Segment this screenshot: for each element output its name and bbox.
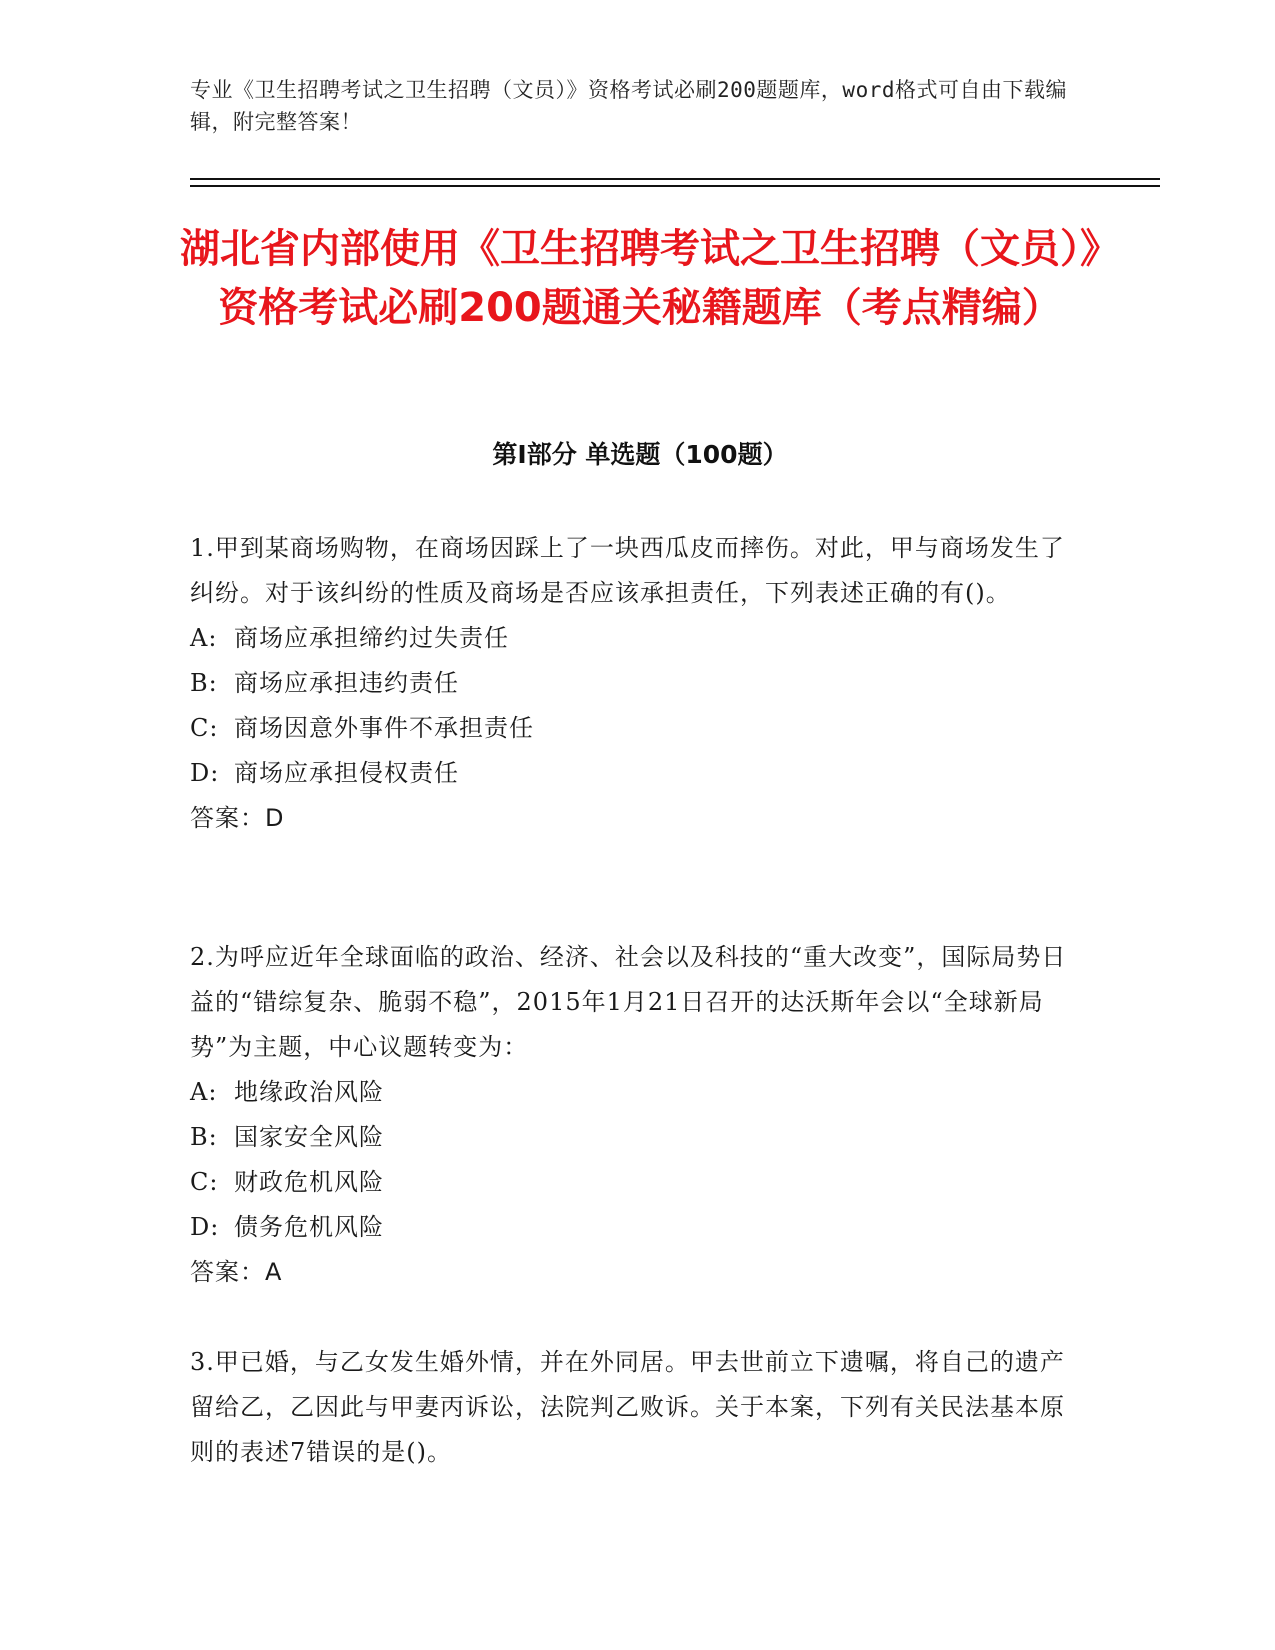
option-text: 商场应承担缔约过失责任 [234,624,509,652]
header-divider-bottom [190,185,1160,187]
option-letter: D: [190,759,220,787]
option-b [190,1115,1070,1160]
document-title: 湖北省内部使用《卫生招聘考试之卫生招聘（文员）》资格考试必刷200题通关秘籍题库（考点精编） [180,226,1100,331]
option-letter: C: [190,714,219,742]
question-stem: 3.甲已婚，与乙女发生婚外情，并在外同居。甲去世前立下遗嘱，将自己的遗产留给乙，乙因此与甲妻丙诉讼，法院判乙败诉。关于本案，下列有关民法基本原则的表述7错误的是()。 [190,1348,1065,1466]
option-text: 债务危机风险 [234,1213,384,1241]
option-a [190,616,1070,661]
answer-line: 答案：A [190,1258,283,1286]
question-1 [190,526,1070,841]
header-note: 专业《卫生招聘考试之卫生招聘（文员）》资格考试必刷200题题库，word格式可自由下载编辑，附完整答案！ [190,78,1067,134]
question-stem: 1.甲到某商场购物，在商场因踩上了一块西瓜皮而摔伤。对此，甲与商场发生了纠纷。对于该纠纷的性质及商场是否应该承担责任，下列表述正确的有()。 [190,534,1065,607]
option-text: 财政危机风险 [234,1168,384,1196]
option-c [190,1160,1070,1205]
option-d [190,751,1070,796]
option-text: 商场应承担违约责任 [234,669,459,697]
option-letter: C: [190,1168,219,1196]
option-text: 商场应承担侵权责任 [234,759,459,787]
header-divider-top [190,178,1160,180]
question-3 [190,1340,1070,1475]
option-letter: B: [190,669,218,697]
option-text: 地缘政治风险 [234,1078,384,1106]
option-a [190,1070,1070,1115]
option-c [190,706,1070,751]
option-d [190,1205,1070,1250]
section-title: 第I部分 单选题（100题） [492,440,788,469]
option-letter: A: [190,1078,218,1106]
option-b [190,661,1070,706]
option-text: 国家安全风险 [234,1123,384,1151]
option-letter: B: [190,1123,218,1151]
option-letter: D: [190,1213,220,1241]
question-2 [190,935,1070,1295]
question-stem: 2.为呼应近年全球面临的政治、经济、社会以及科技的“重大改变”，国际局势日益的“错综复杂、脆弱不稳”，2015年1月21日召开的达沃斯年会以“全球新局势”为主题，中心议题转变为： [190,943,1067,1061]
answer-line: 答案：D [190,804,285,832]
option-text: 商场因意外事件不承担责任 [234,714,534,742]
option-letter: A: [190,624,218,652]
